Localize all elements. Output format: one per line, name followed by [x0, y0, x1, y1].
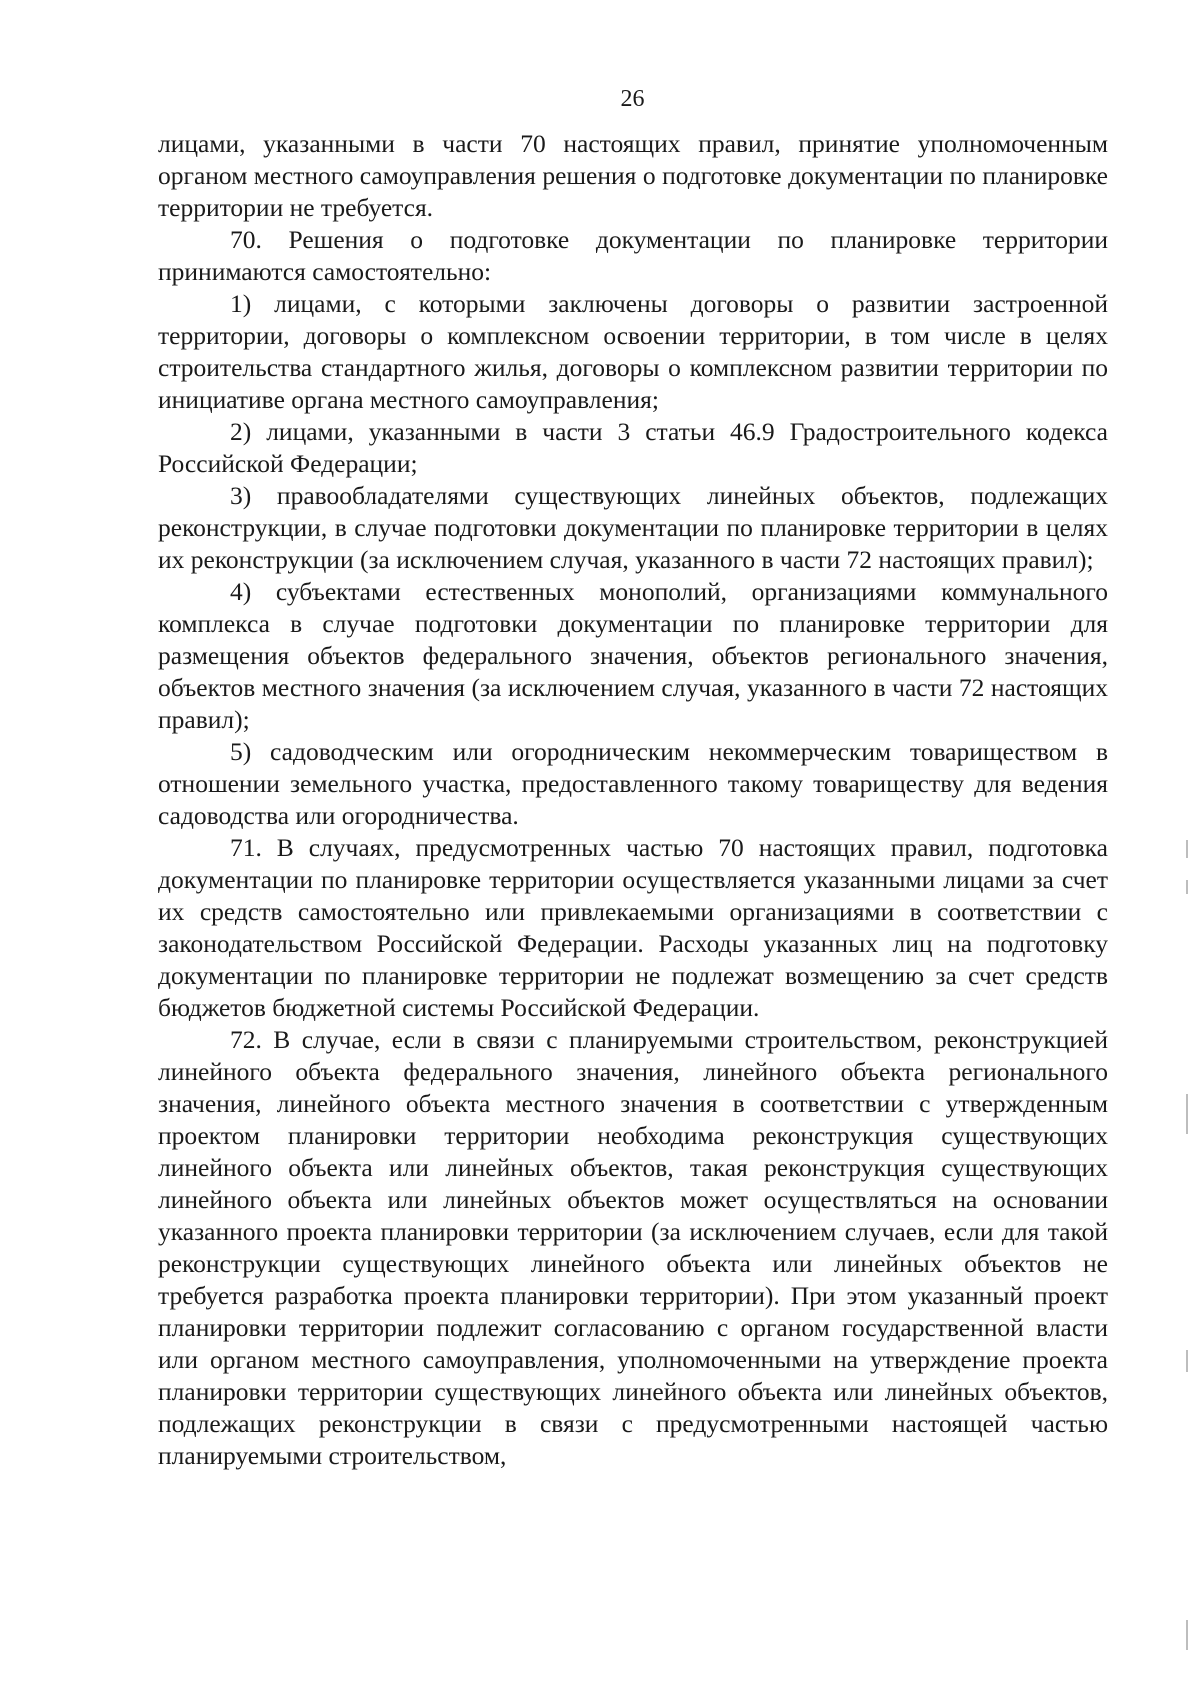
paragraph-continuation: лицами, указанными в части 70 настоящих правил, принятие уполномоченным органом местного самоуправления решения о подготовке документации по планировке территории не требуется. [158, 129, 1108, 222]
scan-edge-mark [1186, 880, 1188, 894]
paragraph-72: 72. В случае, если в связи с планируемыми строительством, реконструкцией линейного объекта федерального значения, линейного объекта регионального значения, линейного объекта местного значения в соответствии с утвержденным проектом планировки территории необходима реконструкция существующих линейного объекта или линейных объектов, такая реконструкция существующих линейного объекта или линейных объектов может осуществляться на основании указанного проекта планировки территории (за исключением случаев, если для такой реконструкции существующих линейного объекта или линейных объектов не требуется разработка проекта планировки территории). При этом указанный проект планировки территории подлежит согласованию с органом государственной власти или органом местного самоуправления, уполномоченными на утверждение проекта планировки территории существующих линейного объекта или линейных объектов, подлежащих реконструкции в связи с предусмотренными настоящей частью планируемыми строительством, [158, 1025, 1108, 1470]
scan-edge-mark [1186, 1620, 1188, 1650]
list-item-3: 3) правообладателями существующих линейных объектов, подлежащих реконструкции, в случае подготовки документации по планировке территории в целях их реконструкции (за исключением случая, указанного в части 72 настоящих правил); [158, 481, 1108, 574]
scan-edge-mark [1186, 840, 1188, 858]
paragraph-71: 71. В случаях, предусмотренных частью 70 настоящих правил, подготовка документации по планировке территории осуществляется указанными лицами за счет их средств самостоятельно или привлекаемыми организациями в соответствии с законодательством Российской Федерации. Расходы указанных лиц на подготовку документации по планировке территории не подлежат возмещению за счет средств бюджетов бюджетной системы Российской Федерации. [158, 833, 1108, 1022]
scan-edge-mark [1186, 1094, 1188, 1134]
list-item-5: 5) садоводческим или огородническим некоммерческим товариществом в отношении земельного участка, предоставленного такому товариществу для ведения садоводства или огородничества. [158, 737, 1108, 830]
list-item-2: 2) лицами, указанными в части 3 статьи 46.9 Градостроительного кодекса Российской Федерации; [158, 417, 1108, 478]
list-item-4: 4) субъектами естественных монополий, организациями коммунального комплекса в случае подготовки документации по планировке территории для размещения объектов федерального значения, объектов регионального значения, объектов местного значения (за исключением случая, указанного в части 72 настоящих правил); [158, 577, 1108, 734]
list-item-1: 1) лицами, с которыми заключены договоры о развитии застроенной территории, договоры о комплексном освоении территории, в том числе в целях строительства стандартного жилья, договоры о комплексном развитии территории по инициативе органа местного самоуправления; [158, 289, 1108, 414]
scan-edge-mark [1186, 1350, 1188, 1372]
document-body [158, 128, 1108, 1472]
page-number: 26 [620, 86, 645, 112]
paragraph-70: 70. Решения о подготовке документации по планировке территории принимаются самостоятельно: [158, 225, 1108, 286]
